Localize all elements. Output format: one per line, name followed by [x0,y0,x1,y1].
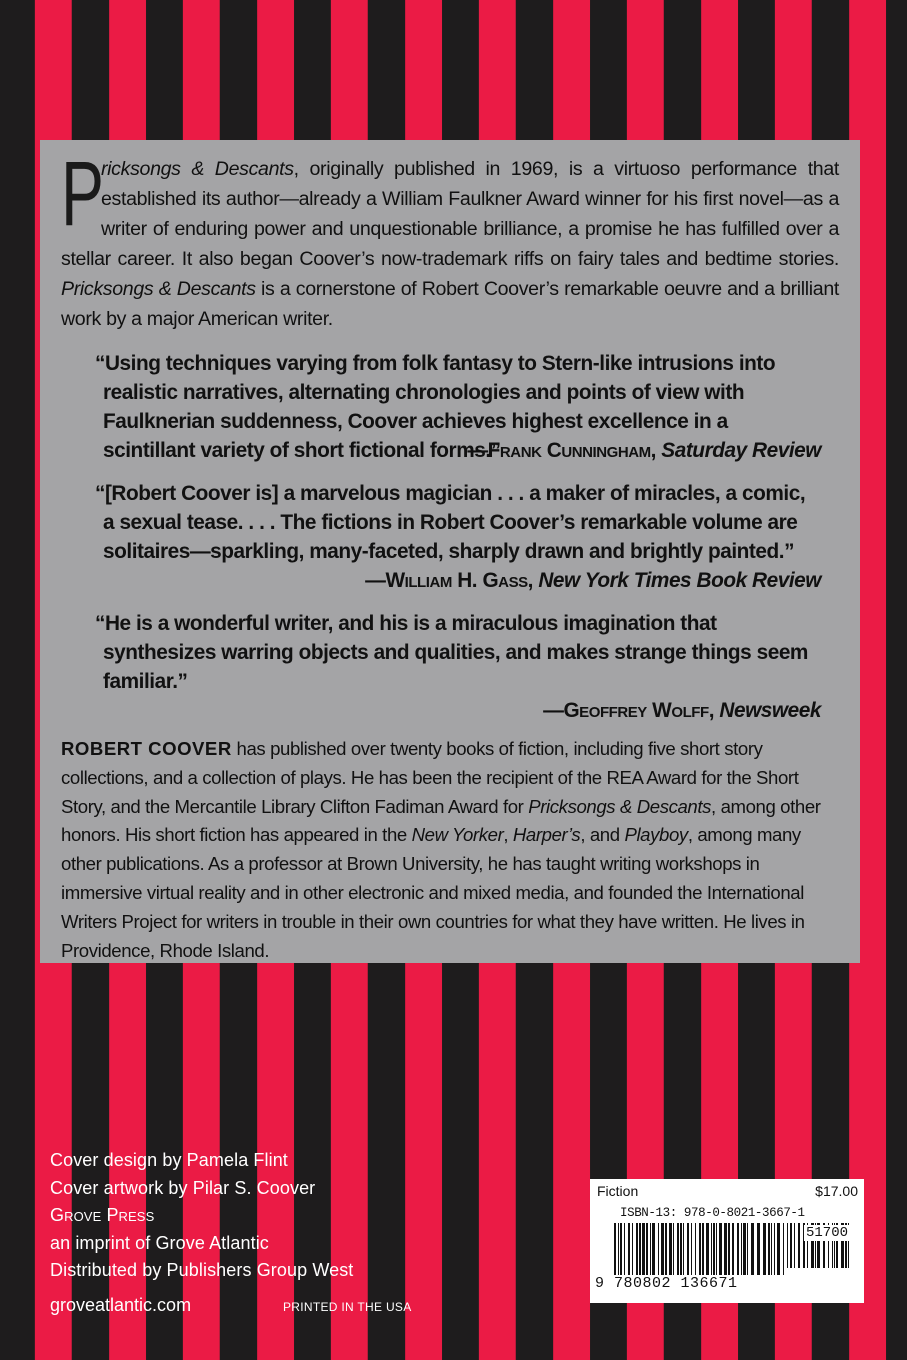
title-text-2: Pricksongs & Descants [61,278,256,300]
review-quote-3 [95,609,821,725]
barcode-bar [768,1223,770,1275]
quote-text: “He is a wonderful writer, and his is a miraculous imagination that synthesizes warring objects and qualities, and makes strange things seem familiar.” [95,612,808,693]
barcode-bar [719,1223,722,1275]
distributor-line: Distributed by Publishers Group West [50,1260,354,1280]
barcode-bar [790,1223,792,1268]
quote-attribution [467,436,821,465]
barcode-bar [642,1223,645,1275]
barcode-bar [673,1223,674,1275]
barcode-bar [706,1223,709,1275]
barcode-bar [737,1223,739,1275]
barcode-bar [695,1223,696,1275]
barcode-bar [652,1223,655,1275]
barcode-bar [702,1223,704,1275]
barcode-bar [639,1223,641,1275]
drop-cap: P [61,143,104,245]
bio-publication: Playboy [624,824,688,846]
barcode-bar [741,1223,742,1275]
barcode-bar [732,1223,734,1275]
bio-text: , and [580,824,625,846]
barcode-bar [711,1223,712,1275]
bio-text: has published over twenty books of fiction, including five short story collections, and a collection of plays. He has been the recipient of the REA Award for the Short Story, and the Mercantile Library Clifton Fadiman Award for [61,738,799,817]
barcode-bar [661,1223,664,1275]
author-name: ROBERT COOVER [61,738,232,759]
barcode-bar [774,1223,775,1275]
barcode-bar [716,1223,717,1275]
quote-attribution [103,696,821,725]
review-quote-1 [95,349,821,465]
barcode-bar [751,1223,754,1275]
credits [50,1147,353,1285]
bio-text: , among many other publications. As a professor at Brown University, he has taught writing workshops in immersive virtual reality and in other electronic and mixed media, and founded the International Writers Project for writers in trouble in their own countries for what they have written. He lives in Providence, Rhode Island. [61,824,805,961]
barcode-bar [618,1223,619,1275]
barcode-bar [614,1223,616,1275]
bio-text: , among other honors. His short fiction has appeared in the [61,795,821,846]
publisher-website[interactable]: groveatlantic.com [50,1295,192,1315]
intro-text-1: , originally published in 1969, is a virtuoso performance that established its author—already a William Faulkner Award winner for his first novel—as a writer of enduring power and unquestionable brilliance, a promise he has fulfilled over a stellar career. It also began Coover’s now-trademark riffs on fairy tales and bedtime stories. [61,158,839,270]
barcode-digits: 9 780802 136671 [595,1275,738,1292]
barcode-bar [743,1223,746,1275]
barcode-bar [669,1223,672,1275]
genre-label: Fiction [597,1183,639,1199]
printed-in-usa: PRINTED IN THE USA [283,1300,412,1314]
intro-paragraph [61,143,839,334]
barcode-bar [794,1223,795,1268]
barcode-bar [680,1223,682,1275]
barcode-bar [713,1223,715,1275]
publication-name: Newsweek [719,699,821,722]
intro-text-2: is a cornerstone of Robert Coover’s remarkable oeuvre and a brilliant work by a major American writer. [61,278,839,330]
description-panel [40,140,860,963]
barcode-box [590,1179,864,1303]
publication-name: New York Times Book Review [538,569,821,592]
reviewer-name: —William H. Gass, [365,569,534,592]
barcode-bar [687,1223,689,1275]
cover-artwork-credit: Cover artwork by Pilar S. Coover [50,1177,316,1198]
barcode-bar [728,1223,730,1275]
barcode-bar [771,1223,772,1275]
barcode-bar [747,1223,748,1275]
barcode-bar [658,1223,659,1275]
barcode-bar [783,1223,784,1275]
barcode-bar [724,1223,727,1275]
bio-book-title: Pricksongs & Descants [528,795,712,817]
cover-design-credit: Cover design by Pamela Flint [50,1150,288,1170]
reviewer-name: —Frank Cunningham, [467,439,656,462]
author-bio [61,735,839,965]
barcode-bar [624,1223,625,1275]
bio-publication: Harper’s [512,824,581,846]
price-addon-code: 51700 [805,1225,848,1241]
publisher-name: Grove Press [50,1205,155,1225]
barcode-bar [677,1223,679,1275]
price-label: $17.00 [815,1183,858,1199]
barcode-bar [787,1223,788,1268]
isbn-text: ISBN-13: 978-0-8021-3667-1 [620,1206,805,1220]
barcode-bar [691,1223,692,1275]
barcode-bar [763,1223,766,1275]
barcode-bar [777,1223,780,1275]
barcode-bar [757,1223,760,1275]
imprint-line: an imprint of Grove Atlantic [50,1232,269,1253]
barcode-bar [683,1223,684,1275]
quote-text: “[Robert Coover is] a marvelous magician . . . a maker of miracles, a comic, a sexual tease. . . . The fictions in Robert Coover’s remarkable volume are solitaires—sparkling, many-faceted, sharply drawn and brightly painted.” [95,482,806,563]
barcode-bar [636,1223,638,1275]
barcode-bar [665,1223,667,1275]
reviewer-name: —Geoffrey Wolff, [543,699,715,722]
bio-publication: New Yorker [411,824,504,846]
barcode-bar [798,1223,800,1268]
barcode-bar [628,1223,630,1275]
quote-text: “Using techniques varying from folk fantasy to Stern-like intrusions into realistic narratives, alternating chronologies and points of view with Faulknerian suddenness, Coover achieves highest excellence in a scintillant variety of short fictional forms.” [95,352,776,462]
barcode-bar [632,1223,633,1275]
title-text: ricksongs & Descants [101,158,294,180]
publication-name: Saturday Review [661,439,821,462]
barcode-bar [620,1223,622,1275]
review-quote-2 [95,479,821,595]
barcode-bar [699,1223,701,1275]
quote-attribution [103,566,821,595]
barcode-bar [650,1223,651,1275]
bio-text: , [503,824,513,846]
barcode-bar [646,1223,648,1275]
